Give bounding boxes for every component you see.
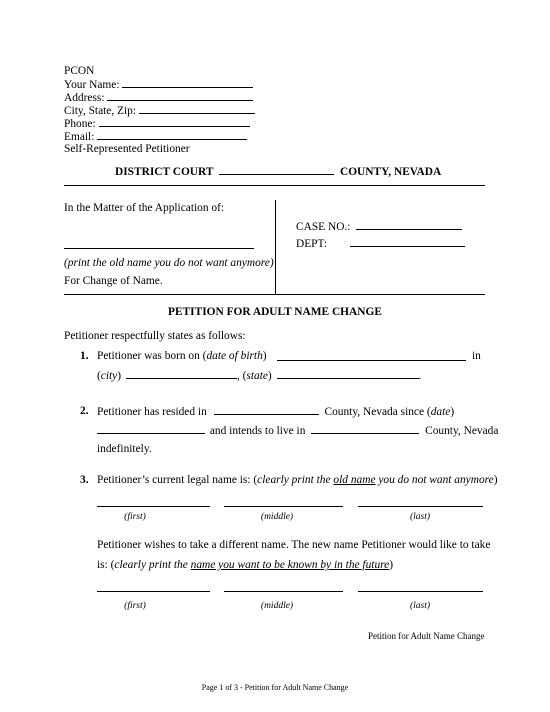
phone-label: Phone: (64, 118, 96, 130)
item-1-number: 1. (80, 350, 89, 362)
current-last-name-field[interactable] (358, 506, 483, 507)
resided-county-field[interactable] (214, 405, 319, 415)
old-name-line[interactable] (64, 248, 254, 249)
phone-field[interactable] (99, 117, 250, 127)
new-first-name-field[interactable] (97, 591, 210, 592)
item-1-in: in (472, 350, 481, 362)
new-middle-caption: (middle) (260, 601, 294, 611)
current-first-caption: (first) (124, 512, 146, 522)
city-row (64, 104, 255, 118)
date-hint: date (430, 406, 451, 418)
new-name-emphasis: name you want to be known by in the future (190, 559, 390, 571)
email-label: Email: (64, 131, 95, 143)
address-row (64, 91, 253, 105)
new-last-name-field[interactable] (358, 591, 483, 592)
address-label: Address: (64, 92, 105, 104)
your-name-field[interactable] (122, 78, 253, 88)
district-court-label: DISTRICT COURT (115, 166, 214, 178)
item-1-line-2: (city) , (state) . (97, 370, 422, 382)
city-label: City, State, Zip: (64, 105, 137, 117)
new-name-line-1: Petitioner wishes to take a different name. The new name Petitioner would like to take (97, 539, 491, 551)
state-hint: state (246, 370, 268, 382)
old-name-emphasis: old name (333, 474, 376, 486)
document-title: PETITION FOR ADULT NAME CHANGE (168, 306, 382, 318)
dob-hint: date of birth (206, 350, 263, 362)
dept-row (296, 237, 465, 250)
your-name-label: Your Name: (64, 79, 120, 91)
case-no-row (296, 220, 462, 233)
case-no-field[interactable] (356, 220, 462, 230)
new-first-caption: (first) (124, 601, 146, 611)
dept-label: DEPT: (296, 238, 328, 250)
caption-divider (275, 200, 276, 294)
email-field[interactable] (97, 130, 247, 140)
caption-bottom-rule (64, 294, 485, 295)
county-field[interactable] (219, 165, 334, 175)
form-code: PCON (64, 65, 95, 77)
running-footer: Petition for Adult Name Change (368, 631, 485, 641)
case-no-label: CASE NO.: (296, 221, 351, 233)
email-row (64, 130, 247, 144)
dob-field[interactable] (277, 360, 466, 361)
current-middle-name-field[interactable] (224, 506, 343, 507)
since-date-field[interactable] (97, 424, 205, 434)
new-name-line-2: is: (clearly print the name you want to be known by in the future) (97, 559, 394, 571)
court-heading (115, 165, 441, 178)
birth-city-field[interactable] (126, 369, 237, 379)
current-last-caption: (last) (409, 512, 431, 522)
item-2-number: 2. (80, 405, 89, 417)
address-field[interactable] (107, 91, 253, 101)
dept-field[interactable] (350, 237, 465, 247)
your-name-row (64, 78, 253, 92)
current-first-name-field[interactable] (97, 506, 210, 507)
item-2-line-3: indefinitely. (97, 443, 152, 455)
item-1-line-1: Petitioner was born on (date of birth) (97, 350, 267, 362)
city-hint: city (100, 370, 118, 382)
new-last-caption: (last) (409, 601, 431, 611)
matter-text: In the Matter of the Application of: (64, 202, 225, 214)
petitioner-status: Self-Represented Petitioner (64, 143, 190, 155)
intro-text: Petitioner respectfully states as follows: (64, 330, 246, 342)
new-middle-name-field[interactable] (224, 591, 343, 592)
item-2-line-1: Petitioner has resided in County, Nevada since (date) (97, 406, 455, 418)
item-3-text: Petitioner’s current legal name is: (clearly print the old name you do not want anymore) (97, 474, 498, 486)
phone-row (64, 117, 250, 131)
item-2-line-2: and intends to live in County, Nevada (97, 424, 498, 437)
county-nevada-label: COUNTY, NEVADA (339, 166, 442, 178)
intend-county-field[interactable] (311, 424, 419, 434)
page-footer: Page 1 of 3 - Petition for Adult Name Change (201, 683, 349, 692)
current-middle-caption: (middle) (260, 512, 294, 522)
old-name-note: (print the old name you do not want anymore) (64, 257, 274, 269)
change-of-name-text: For Change of Name. (64, 275, 163, 287)
city-field[interactable] (139, 104, 255, 114)
caption-top-rule (64, 185, 485, 186)
item-3-number: 3. (80, 474, 89, 486)
birth-state-field[interactable] (277, 369, 419, 379)
